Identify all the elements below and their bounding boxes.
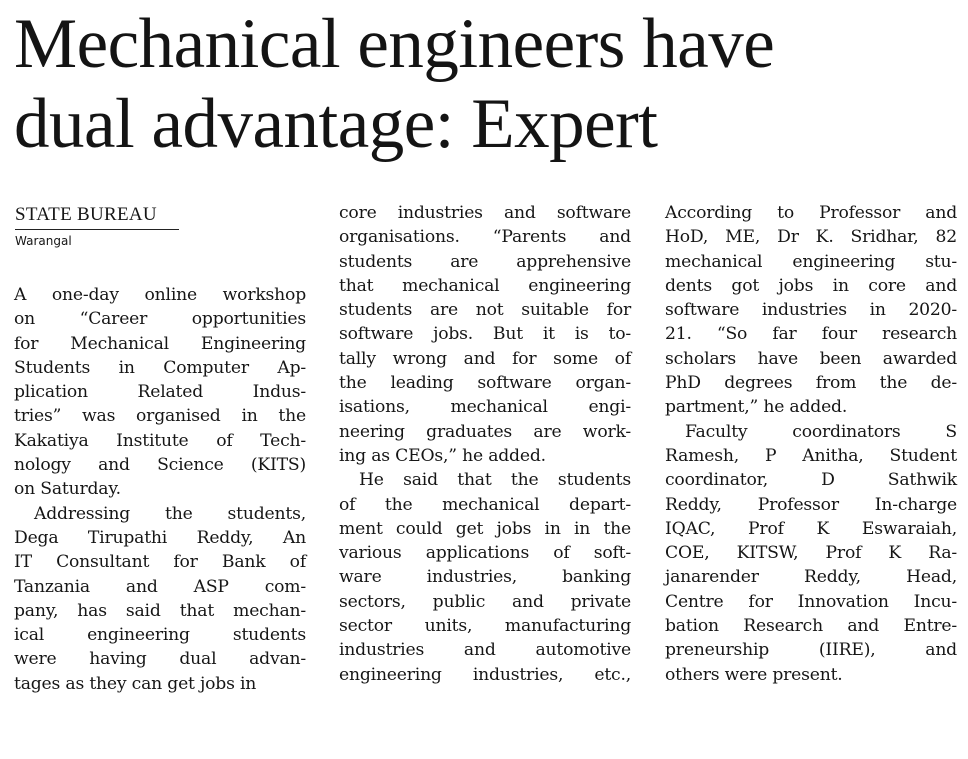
- article-line: students are apprehensive: [339, 251, 631, 272]
- article-line: Reddy, Professor In-charge: [665, 494, 957, 515]
- article-line: industries and automotive: [339, 640, 631, 661]
- article-line: ing as CEOs,” he added.: [339, 445, 546, 466]
- article-line: isations, mechanical engi-: [339, 397, 631, 418]
- article-line: tages as they can get jobs in: [14, 673, 257, 694]
- article-line: on Saturday.: [14, 479, 121, 500]
- headline-line-1: Mechanical engineers have: [14, 5, 775, 83]
- article-line: scholars have been awarded: [665, 348, 957, 369]
- article-line: According to Professor and: [665, 203, 957, 223]
- article-line: organisations. “Parents and: [339, 227, 631, 248]
- article-line: tally wrong and for some of: [339, 348, 631, 369]
- article-line: that mechanical engineering: [339, 275, 631, 296]
- article-line: sector units, manufacturing: [339, 616, 631, 637]
- article-line: software jobs. But it is to-: [339, 324, 631, 345]
- article-line: pany, has said that mechan-: [14, 600, 306, 621]
- article-line: Addressing the students,: [34, 503, 306, 524]
- article-line: Ramesh, P Anitha, Student: [665, 445, 957, 466]
- article-line: students are not suitable for: [339, 300, 631, 321]
- byline: STATE BUREAU: [15, 204, 157, 225]
- article-line: Kakatiya Institute of Tech-: [14, 430, 306, 451]
- article-line: various applications of soft-: [339, 543, 631, 564]
- article-line: ical engineering students: [14, 625, 306, 646]
- article-line: Dega Tirupathi Reddy, An: [14, 527, 306, 548]
- article-line: bation Research and Entre-: [665, 616, 957, 637]
- article-line: preneurship (IIRE), and: [665, 640, 957, 661]
- article-line: janarender Reddy, Head,: [665, 567, 957, 588]
- article-line: others were present.: [665, 664, 843, 685]
- article-line: 21. “So far four research: [665, 324, 957, 345]
- article-line: mechanical engineering stu-: [665, 251, 957, 272]
- article-line: ment could get jobs in in the: [339, 518, 631, 539]
- article-column-1: [14, 283, 306, 696]
- article-line: for Mechanical Engineering: [14, 333, 306, 354]
- article-line: Tanzania and ASP com-: [14, 576, 306, 597]
- article-line: the leading software organ-: [339, 373, 631, 394]
- article-line: HoD, ME, Dr K. Sridhar, 82: [665, 227, 957, 248]
- article-line: coordinator, D Sathwik: [665, 470, 957, 491]
- article-column-3: [665, 201, 957, 687]
- article-line: were having dual advan-: [14, 649, 306, 670]
- article-line: software industries in 2020-: [665, 300, 957, 321]
- article-line: IQAC, Prof K Eswaraiah,: [665, 518, 957, 539]
- article-line: neering graduates are work-: [339, 421, 631, 442]
- article-line: Centre for Innovation Incu-: [665, 591, 957, 612]
- byline-divider: [15, 229, 179, 230]
- article-line: COE, KITSW, Prof K Ra-: [665, 543, 957, 564]
- article-line: sectors, public and private: [339, 591, 631, 612]
- article-line: PhD degrees from the de-: [665, 373, 957, 394]
- article-line: ware industries, banking: [339, 567, 631, 588]
- article-line: Faculty coordinators S: [685, 421, 957, 442]
- article-line: engineering industries, etc.,: [339, 664, 631, 685]
- article-line: on “Career opportunities: [14, 309, 306, 330]
- article-line: partment,” he added.: [665, 397, 848, 418]
- article-line: IT Consultant for Bank of: [14, 552, 306, 573]
- headline-line-2: dual advantage: Expert: [14, 85, 658, 163]
- article-line: A one-day online workshop: [14, 285, 306, 305]
- article-line: nology and Science (KITS): [14, 455, 306, 476]
- article-line: tries” was organised in the: [14, 406, 306, 427]
- article-line: Students in Computer Ap-: [14, 357, 306, 378]
- article-line: dents got jobs in core and: [665, 275, 957, 296]
- article-line: core industries and software: [339, 203, 631, 223]
- article-line: He said that the students: [359, 470, 631, 491]
- dateline: Warangal: [15, 234, 72, 248]
- article-line: plication Related Indus-: [14, 382, 306, 403]
- article-column-2: [339, 201, 631, 687]
- article-line: of the mechanical depart-: [339, 494, 631, 515]
- headline: [14, 4, 964, 164]
